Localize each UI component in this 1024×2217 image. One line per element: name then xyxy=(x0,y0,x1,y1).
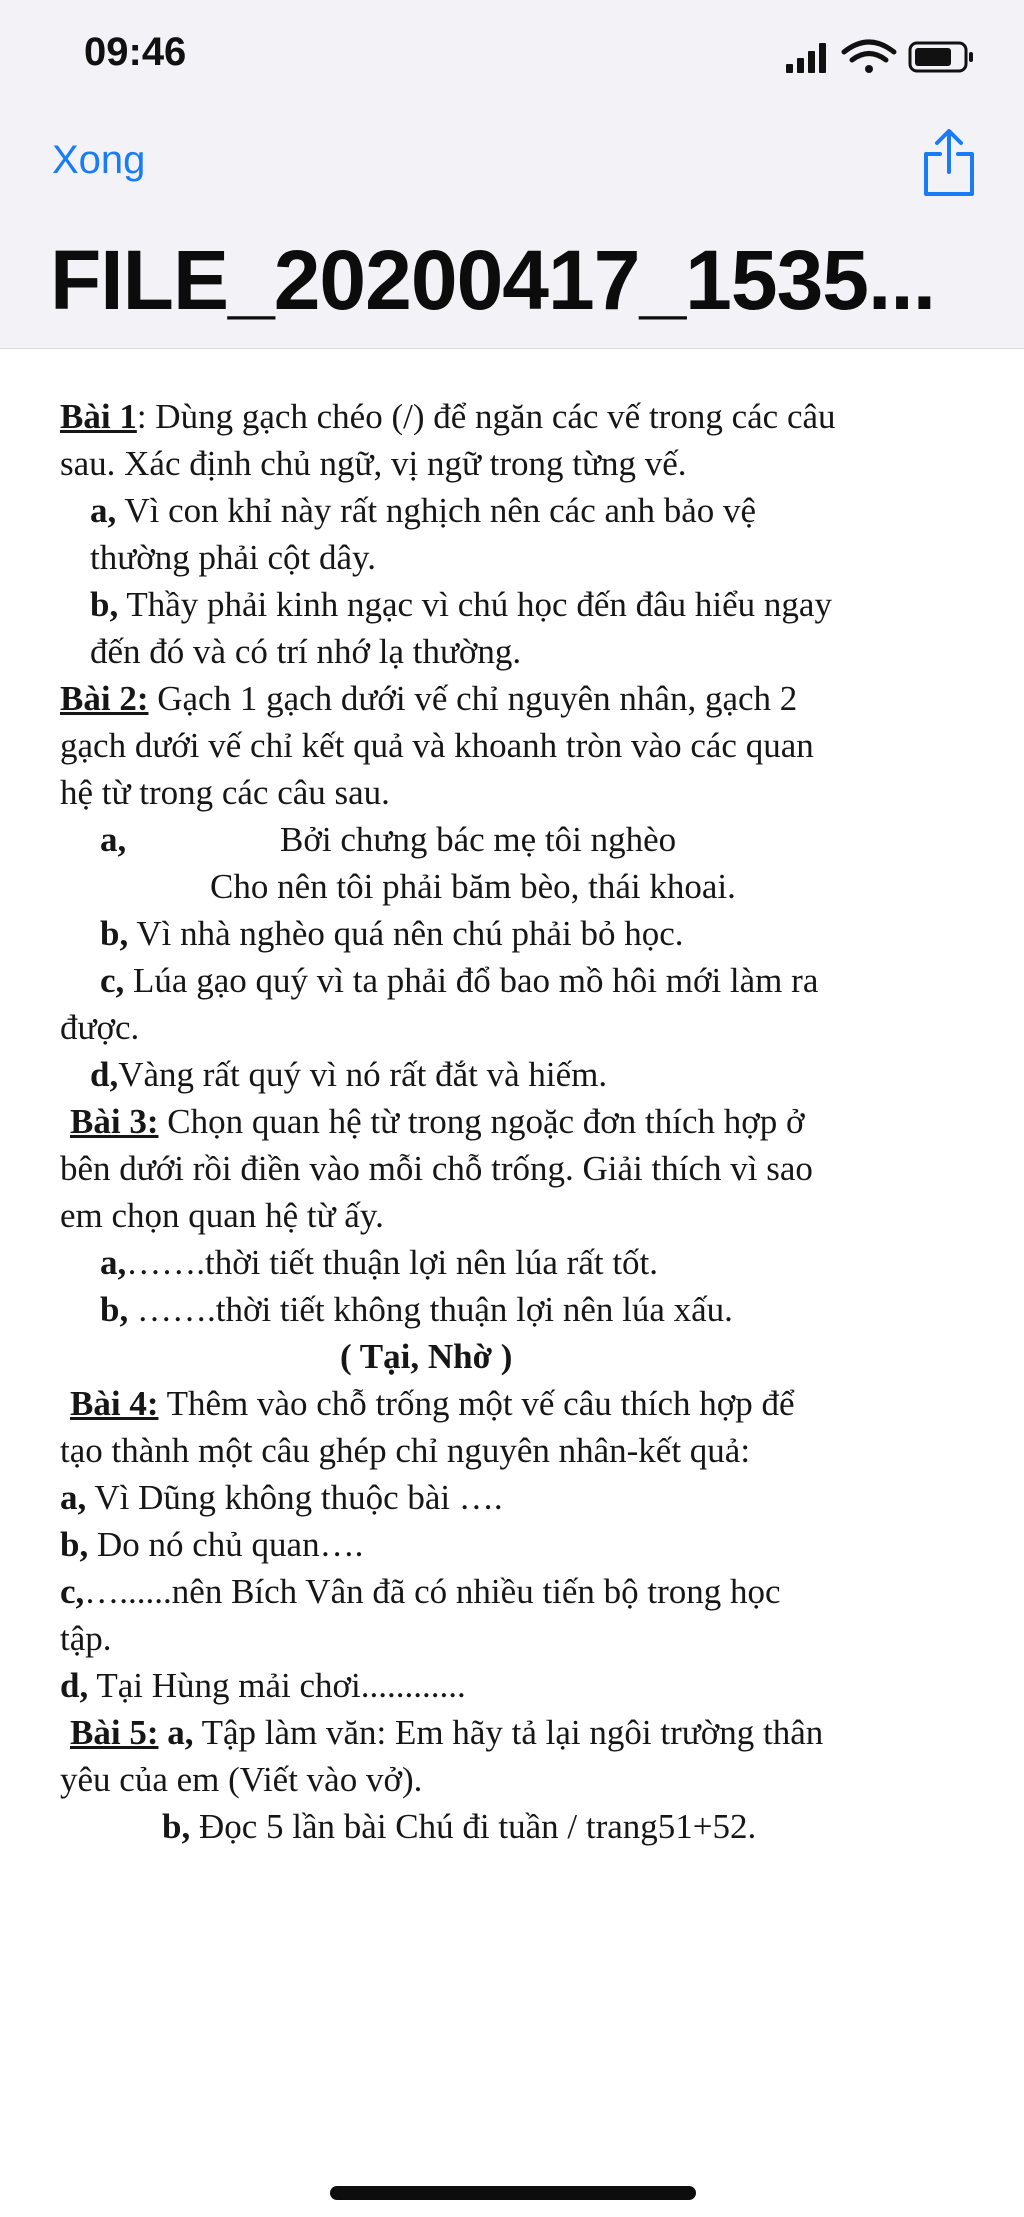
share-icon[interactable] xyxy=(922,128,976,198)
page-title: FILE_20200417_1535... xyxy=(50,233,936,327)
exercise-label: Bài 2: xyxy=(60,679,149,718)
doc-line: Cho nên tôi phải băm bèo, thái khoai. xyxy=(210,867,736,906)
doc-line: b, Đọc 5 lần bài Chú đi tuần / trang51+52. xyxy=(162,1807,757,1846)
done-button[interactable]: Xong xyxy=(52,138,146,182)
doc-line: gạch dưới vế chỉ kết quả và khoanh tròn vào các quan xyxy=(60,726,814,765)
doc-line: đến đó và có trí nhớ lạ thường. xyxy=(90,632,522,671)
doc-line: tạo thành một câu ghép chỉ nguyên nhân-kết quả: xyxy=(60,1431,751,1470)
status-icons xyxy=(786,38,976,78)
exercise-label: Bài 3: xyxy=(70,1102,159,1141)
cellular-signal-icon xyxy=(786,43,826,73)
exercise-label: Bài 4: xyxy=(70,1384,159,1423)
doc-line: Bài 4: Thêm vào chỗ trống một vế câu thích hợp để xyxy=(70,1384,795,1423)
home-indicator[interactable] xyxy=(330,2186,696,2200)
doc-line: d, Tại Hùng mải chơi............ xyxy=(60,1666,466,1705)
exercise-label: Bài 5: xyxy=(70,1713,159,1752)
doc-line: c, Lúa gạo quý vì ta phải đổ bao mồ hôi mới làm ra xyxy=(100,961,819,1000)
doc-line: bên dưới rồi điền vào mỗi chỗ trống. Giải thích vì sao xyxy=(60,1149,813,1188)
doc-line: Bài 2: Gạch 1 gạch dưới vế chỉ nguyên nhân, gạch 2 xyxy=(60,679,798,718)
doc-line: d,Vàng rất quý vì nó rất đắt và hiếm. xyxy=(90,1055,608,1094)
doc-line: a, Bởi chưng bác mẹ tôi nghèo xyxy=(100,820,677,859)
status-time: 09:46 xyxy=(84,30,187,74)
doc-line: a, Vì con khỉ này rất nghịch nên các anh bảo vệ xyxy=(90,491,757,530)
doc-line: b, Thầy phải kinh ngạc vì chú học đến đâu hiểu ngay xyxy=(90,585,832,624)
doc-line: a, Vì Dũng không thuộc bài …. xyxy=(60,1478,503,1517)
doc-line: c,…......nên Bích Vân đã có nhiều tiến bộ trong học xyxy=(60,1572,781,1611)
doc-line: b, Do nó chủ quan…. xyxy=(60,1525,364,1564)
doc-line: thường phải cột dây. xyxy=(90,538,376,577)
exercise-label: Bài 1 xyxy=(60,397,137,436)
doc-line: ( Tại, Nhờ ) xyxy=(340,1337,513,1376)
doc-line: Bài 3: Chọn quan hệ từ trong ngoặc đơn thích hợp ở xyxy=(70,1102,805,1141)
doc-line: em chọn quan hệ từ ấy. xyxy=(60,1196,384,1235)
wifi-icon xyxy=(844,42,894,73)
doc-line: Bài 1: Dùng gạch chéo (/) để ngăn các vế trong các câu xyxy=(60,397,836,436)
doc-line: hệ từ trong các câu sau. xyxy=(60,773,390,812)
doc-line: được. xyxy=(60,1008,140,1047)
doc-line: b, Vì nhà nghèo quá nên chú phải bỏ học. xyxy=(100,914,684,953)
doc-line: a,…….thời tiết thuận lợi nên lúa rất tốt. xyxy=(100,1243,659,1282)
navigation-header xyxy=(0,0,1024,349)
doc-line: yêu của em (Viết vào vở). xyxy=(60,1760,423,1799)
doc-line: b, …….thời tiết không thuận lợi nên lúa xấu. xyxy=(100,1290,733,1329)
doc-line: sau. Xác định chủ ngữ, vị ngữ trong từng vế. xyxy=(60,444,687,483)
battery-icon xyxy=(910,43,973,71)
doc-line: Bài 5: a, Tập làm văn: Em hãy tả lại ngôi trường thân xyxy=(70,1713,824,1752)
doc-line: tập. xyxy=(60,1619,112,1658)
document-page xyxy=(0,349,1024,2217)
